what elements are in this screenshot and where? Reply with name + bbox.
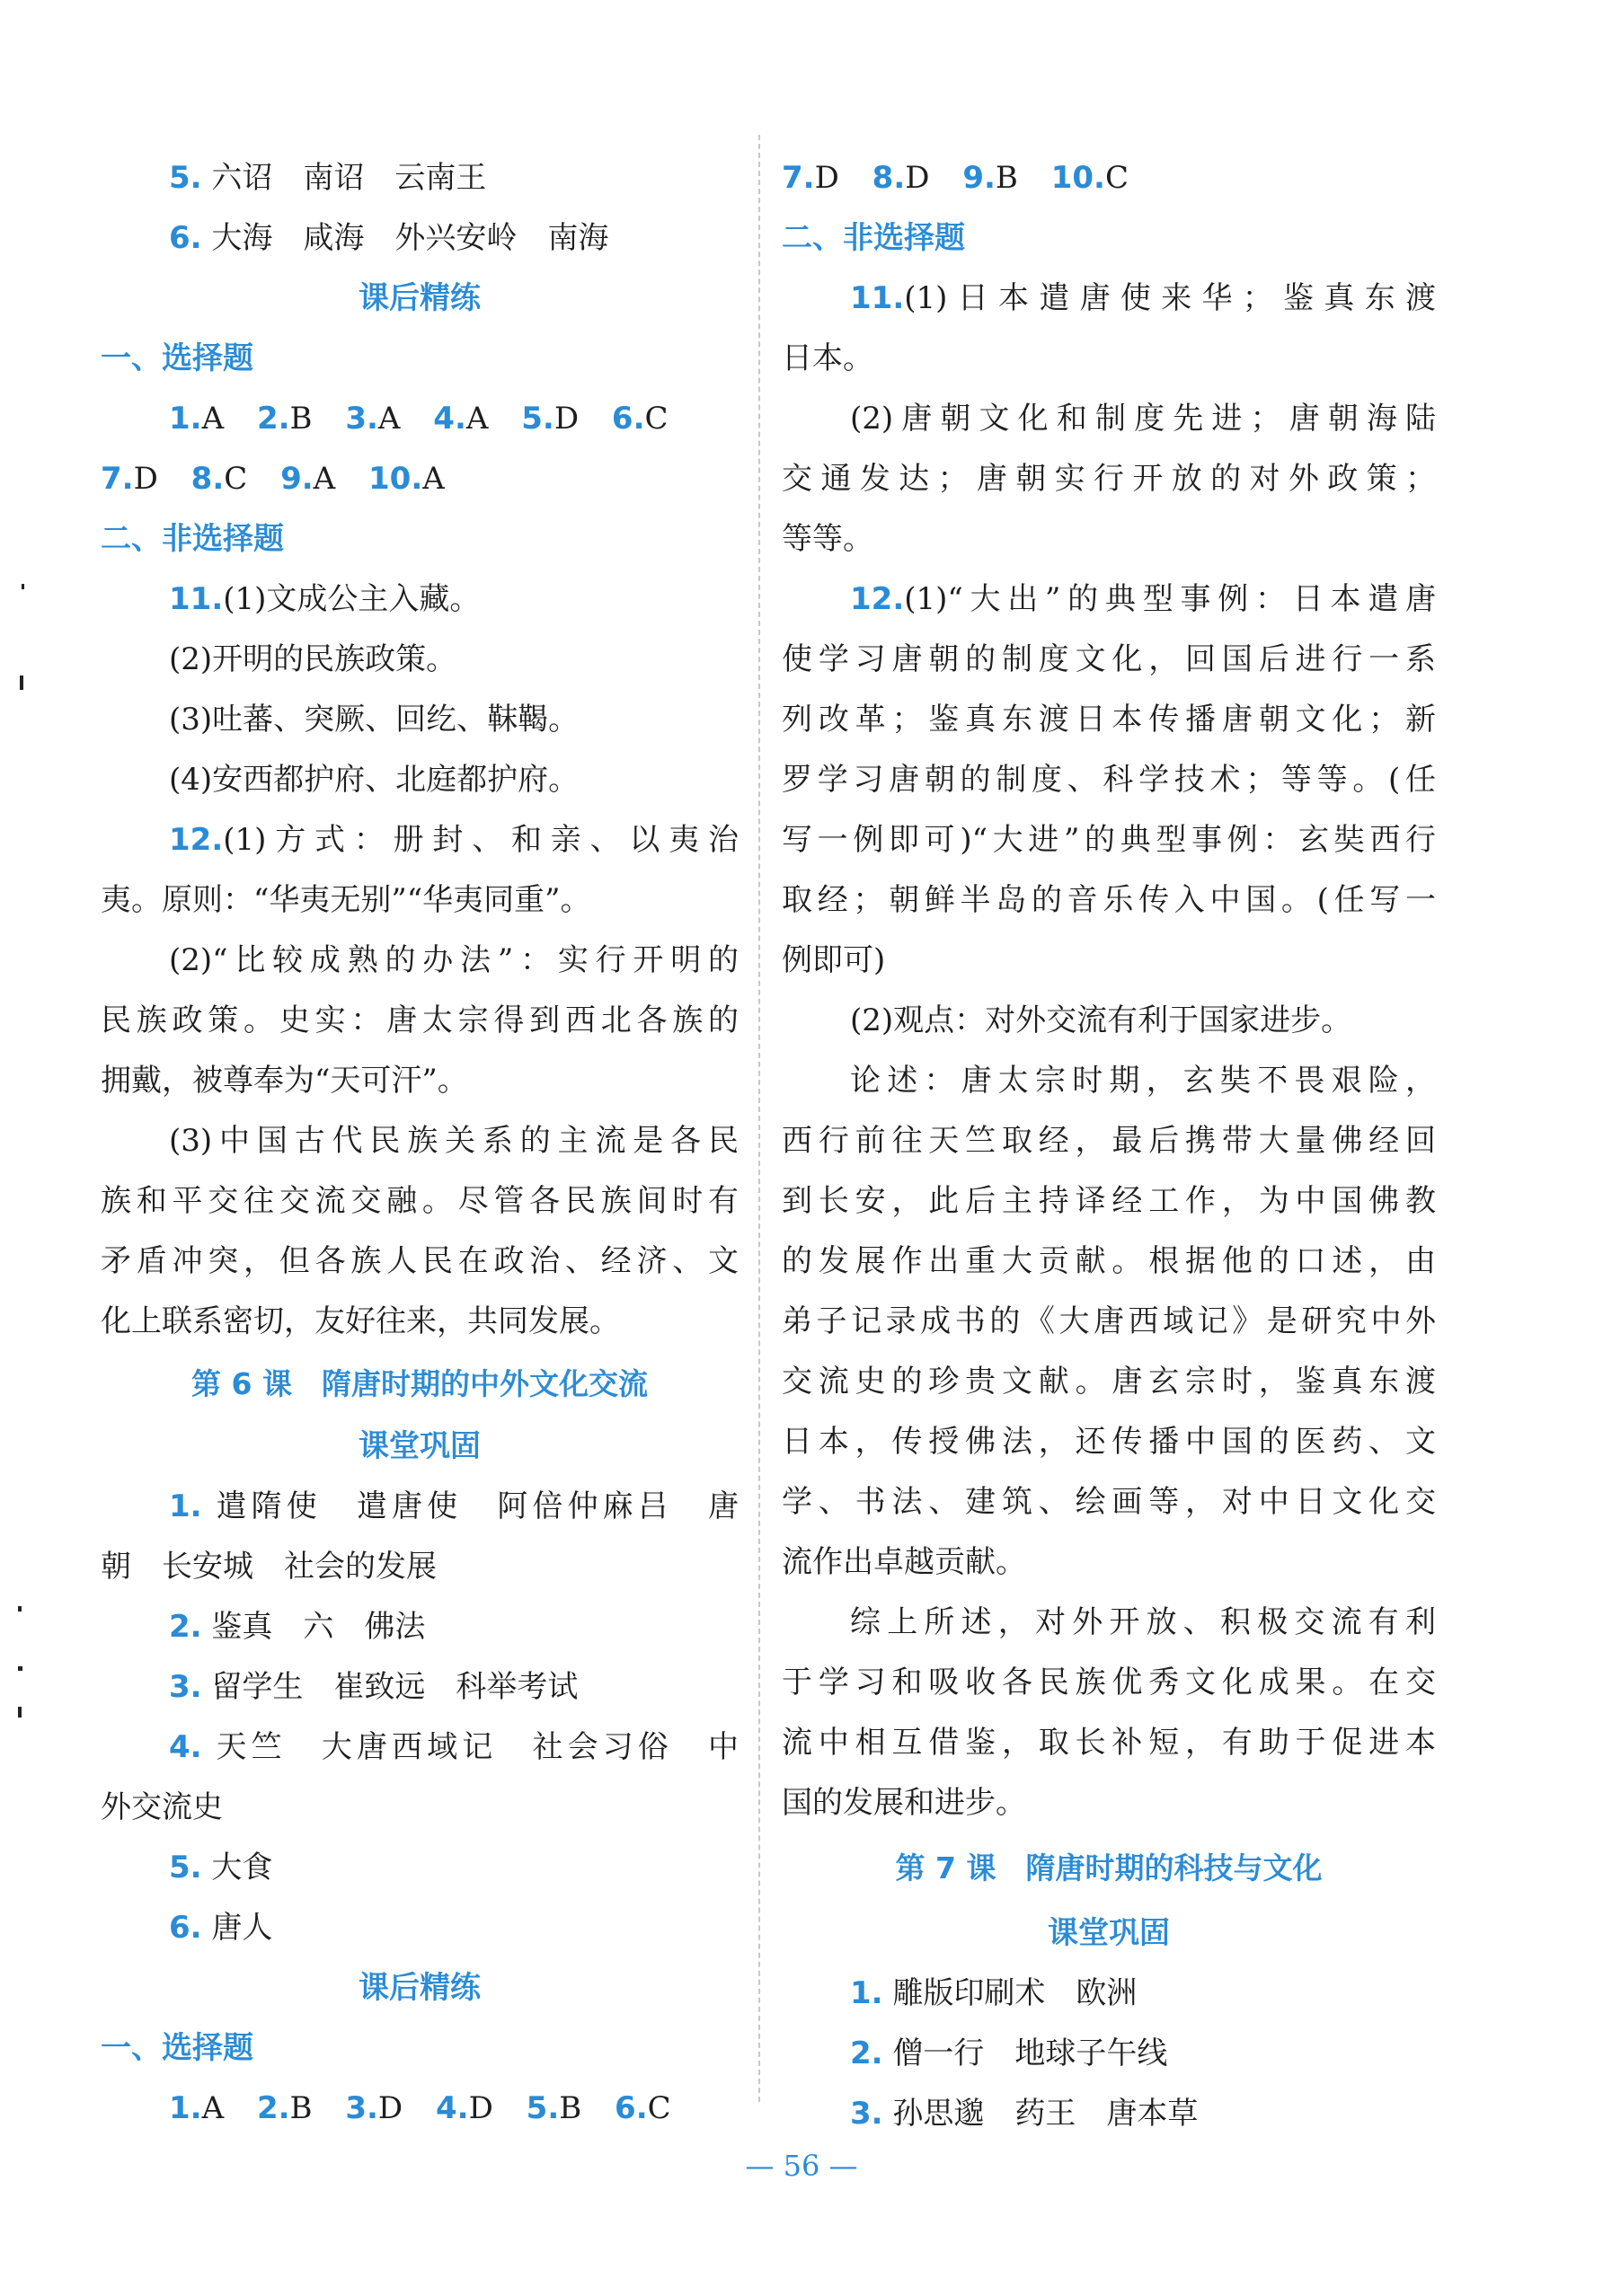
answer-line: 交流史的珍贵文献。唐玄宗时，鉴真东渡 [782,1364,1436,1400]
answer-line: 使学习唐朝的制度文化，回国后进行一系 [782,641,1436,677]
answer-line: 6. 大海 咸海 外兴安岭 南海 [169,220,609,256]
answer-line: 国的发展和进步。 [782,1785,1026,1821]
answer-line: 5. 大食 [169,1850,273,1885]
left-column [101,148,739,2139]
answer-line: 列改革；鉴真东渡日本传播唐朝文化；新 [782,702,1436,737]
answer-line: 矛盾冲突，但各族人民在政治、经济、文 [101,1243,739,1279]
margin-mark [18,1707,22,1718]
page-number: — 56 — [745,2149,858,2183]
answer-line: 流中相互借鉴，取长补短，有助于促进本 [782,1725,1436,1761]
answer-line: (4)安西都护府、北庭都护府。 [169,762,580,798]
margin-mark [18,1666,22,1671]
subsection-heading: 一、选择题 [101,340,253,376]
section-heading: 课后精练 [359,280,481,316]
answer-line: 于学习和吸收各民族优秀文化成果。在交 [782,1665,1436,1700]
margin-mark [20,676,23,690]
answer-line: (2)开明的民族政策。 [169,641,457,677]
answer-line: 族和平交往交流交融。尽管各民族间时有 [101,1183,739,1219]
section-heading: 课堂巩固 [1048,1915,1170,1951]
answer-line: 2. 僧一行 地球子午线 [850,2035,1168,2071]
answer-line: 民族政策。史实：唐太宗得到西北各族的 [101,1002,739,1038]
column-divider [758,135,760,2102]
section-heading: 课后精练 [359,1970,481,2006]
lesson-title: 第 7 课 隋唐时期的科技与文化 [895,1850,1323,1885]
answer-line: 罗学习唐朝的制度、科学技术；等等。(任 [782,762,1436,798]
answer-line: 例即可) [782,942,886,978]
answer-line: (3)吐蕃、突厥、回纥、靺鞨。 [169,702,580,737]
answer-line: (2)“比较成熟的办法”：实行开明的 [169,942,739,978]
choice-answers: 1.A 2.B 3.A 4.A 5.D 6.C [169,401,669,437]
subsection-heading: 一、选择题 [101,2030,253,2066]
answer-line: 交通发达；唐朝实行开放的对外政策； [782,461,1436,497]
answer-line: 6. 唐人 [169,1910,273,1946]
lesson-title: 第 6 课 隋唐时期的中外文化交流 [191,1366,648,1401]
answer-line: 3. 留学生 崔致远 科举考试 [169,1669,579,1705]
answer-line: (3)中国古代民族关系的主流是各民 [169,1123,739,1159]
answer-line: (2)观点：对外交流有利于国家进步。 [850,1002,1352,1038]
choice-answers: 7.D 8.D 9.B 10.C [782,160,1129,196]
margin-mark [22,584,24,589]
answer-line: 综上所述，对外开放、积极交流有利 [850,1604,1436,1640]
answer-line: 4. 天竺 大唐西域记 社会习俗 中 [169,1729,740,1765]
answer-line: 夷。原则：“华夷无别”“华夷同重”。 [101,882,591,918]
margin-mark [18,1606,22,1612]
answer-line: 弟子记录成书的《大唐西域记》是研究中外 [782,1303,1436,1339]
answer-line: 论述：唐太宗时期，玄奘不畏艰险， [850,1063,1436,1099]
answer-line: 取经；朝鲜半岛的音乐传入中国。(任写一 [782,882,1436,918]
answer-line: 拥戴，被尊奉为“天可汗”。 [101,1063,468,1099]
answer-line: 12.(1)方式：册封、和亲、以夷治 [169,822,739,858]
answer-line: 到长安，此后主持译经工作，为中国佛教 [782,1183,1436,1219]
choice-answers: 7.D 8.C 9.A 10.A [101,461,445,497]
answer-line: 12.(1)“大出”的典型事例：日本遣唐 [850,581,1436,617]
answer-line: 学、书法、建筑、绘画等，对中日文化交 [782,1484,1436,1520]
answer-line: 1. 雕版印刷术 欧洲 [850,1975,1138,2011]
subsection-heading: 二、非选择题 [782,220,965,256]
answer-line: 化上联系密切，友好往来，共同发展。 [101,1303,620,1339]
answer-line: 外交流史 [101,1789,223,1825]
answer-line: 3. 孙思邈 药王 唐本草 [850,2096,1199,2132]
answer-line: 朝 长安城 社会的发展 [101,1549,437,1585]
answer-line: (2)唐朝文化和制度先进；唐朝海陆 [850,401,1436,437]
answer-line: 等等。 [782,521,873,557]
answer-line: 5. 六诏 南诏 云南王 [169,160,487,196]
answer-line: 11.(1)日本遣唐使来华；鉴真东渡 [850,280,1436,316]
answer-line: 1. 遣隋使 遣唐使 阿倍仲麻吕 唐 [169,1488,740,1524]
answer-line: 西行前往天竺取经，最后携带大量佛经回 [782,1123,1436,1159]
choice-answers: 1.A 2.B 3.D 4.D 5.B 6.C [169,2090,671,2126]
answer-line: 2. 鉴真 六 佛法 [169,1609,426,1645]
answer-line: 写一例即可)“大进”的典型事例：玄奘西行 [782,822,1436,858]
answer-line: 11.(1)文成公主入藏。 [169,581,481,617]
section-heading: 课堂巩固 [359,1428,481,1464]
right-column [782,148,1436,2144]
answer-line: 流作出卓越贡献。 [782,1544,1026,1580]
subsection-heading: 二、非选择题 [101,521,284,557]
answer-line: 日本，传授佛法，还传播中国的医药、文 [782,1424,1436,1460]
answer-line: 的发展作出重大贡献。根据他的口述，由 [782,1243,1436,1279]
answer-line: 日本。 [782,340,873,376]
